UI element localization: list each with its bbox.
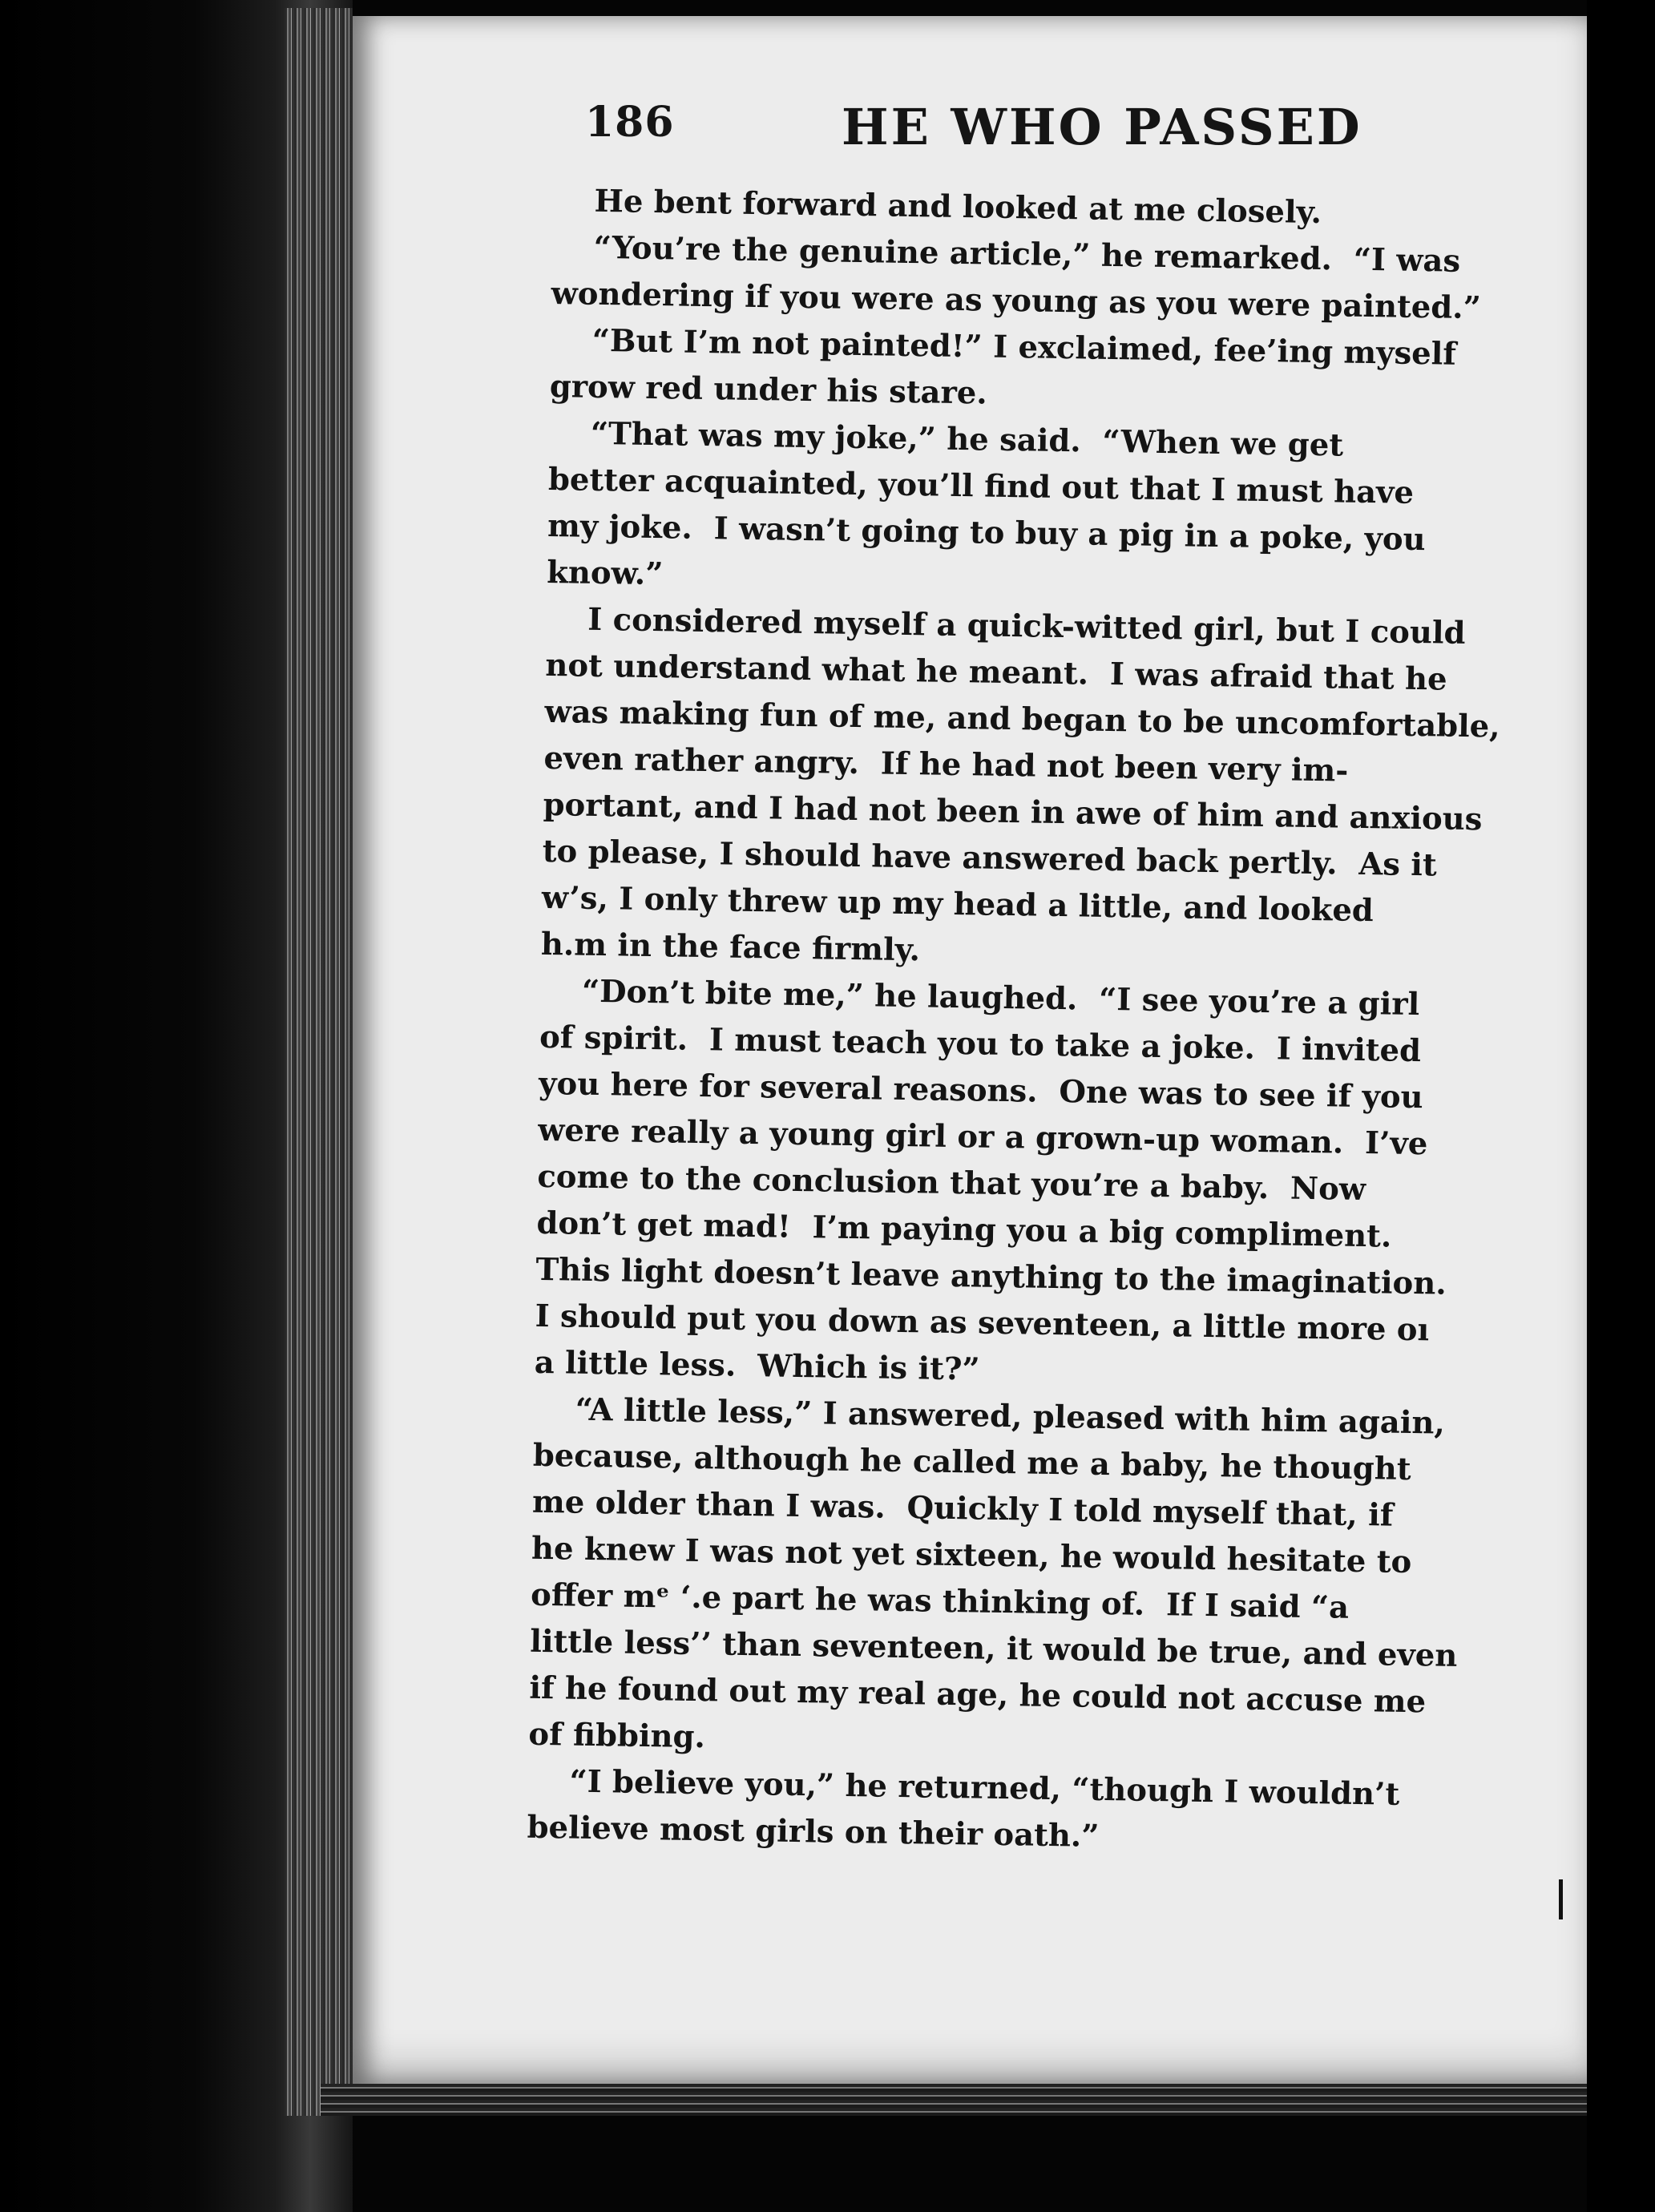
text-line: offer mᵉ ‘.е part he was thinking of. If I said “a xyxy=(530,1576,1350,1626)
text-line: I should put you down as seventeen, a little more oı xyxy=(535,1298,1430,1349)
text-line: don’t get mad! I’m paying you a big compliment. xyxy=(536,1205,1392,1255)
page-number: 186 xyxy=(585,98,675,147)
margin-mark xyxy=(1559,1879,1563,1919)
text-line: This light doesn’t leave anything to the imagination. xyxy=(535,1251,1447,1302)
text-line: were really a young girl or a grown-up woman. I’ve xyxy=(537,1112,1428,1163)
text-line: “That was my joke,” he said. “When we get xyxy=(590,415,1344,464)
page-edges xyxy=(285,8,353,2116)
scan-border xyxy=(1587,0,1655,2212)
text-line: “I believe you,” he returned, “though I wouldn’t xyxy=(569,1763,1400,1813)
text-line: to please, I should have answered back pertly. As it xyxy=(542,833,1438,884)
text-line: w’s, I only threw up my head a little, and looked xyxy=(541,879,1374,930)
text-line: portant, and I had not been in awe of him and anxious xyxy=(543,786,1483,838)
text-line: “A little less,” I answered, pleased with him again, xyxy=(575,1391,1446,1442)
text-line: I considered myself a quick-witted girl, but I could xyxy=(587,601,1466,652)
body-text xyxy=(527,178,1587,1867)
text-line: because, although he called me a baby, he thought xyxy=(532,1437,1411,1488)
running-head xyxy=(585,98,1587,162)
text-line: he knew I was not yet sixteen, he would hesitate to xyxy=(531,1530,1412,1581)
text-line: of fibbing. xyxy=(528,1716,706,1756)
text-line: if he found out my real age, he could not accuse me xyxy=(529,1669,1427,1721)
text-line: me older than I was. Quickly I told myself that, if xyxy=(531,1483,1394,1534)
text-line: my joke. I wasn’t going to buy a pig in a poke, you xyxy=(547,507,1426,559)
text-line: not understand what he meant. I was afraid that he xyxy=(545,647,1447,698)
text-line: “You’re the genuine article,” he remarked. “I was xyxy=(593,229,1461,280)
text-line: was making fun of me, and began to be uncomfortable, xyxy=(544,693,1501,745)
running-title: HE WΗO PASSED xyxy=(842,98,1362,156)
text-line: believe most girls on their oath.” xyxy=(527,1809,1100,1855)
text-line: even rather angry. If he had not been very im- xyxy=(543,740,1349,789)
text-line: know.” xyxy=(546,554,664,593)
text-line: “But I’m not painted!” I exclaimed, fee’ing myself xyxy=(591,322,1457,373)
text-line: grow red under his stare. xyxy=(549,368,988,412)
page-bottom-edge xyxy=(321,2084,1655,2116)
text-line: “Don’t bite me,” he laughed. “I see you’re a girl xyxy=(581,973,1420,1023)
text-line: a little less. Which is it?” xyxy=(534,1344,980,1388)
text-line: better acquainted, you’ll find out that I must have xyxy=(547,461,1415,511)
text-line: wondering if you were as young as you were painted.” xyxy=(551,275,1482,327)
text-line: little less’’ than seventeen, it would be true, and even xyxy=(529,1623,1458,1674)
text-line: h.m in the face firmly. xyxy=(540,926,921,969)
text-line: He bent forward and looked at me closely. xyxy=(594,183,1322,232)
text-line: of spirit. I must teach you to take a joke. I invited xyxy=(539,1019,1422,1070)
text-line: you here for several reasons. One was to see if you xyxy=(538,1065,1423,1116)
text-line: come to the conclusion that you’re a baby. Now xyxy=(537,1158,1366,1209)
